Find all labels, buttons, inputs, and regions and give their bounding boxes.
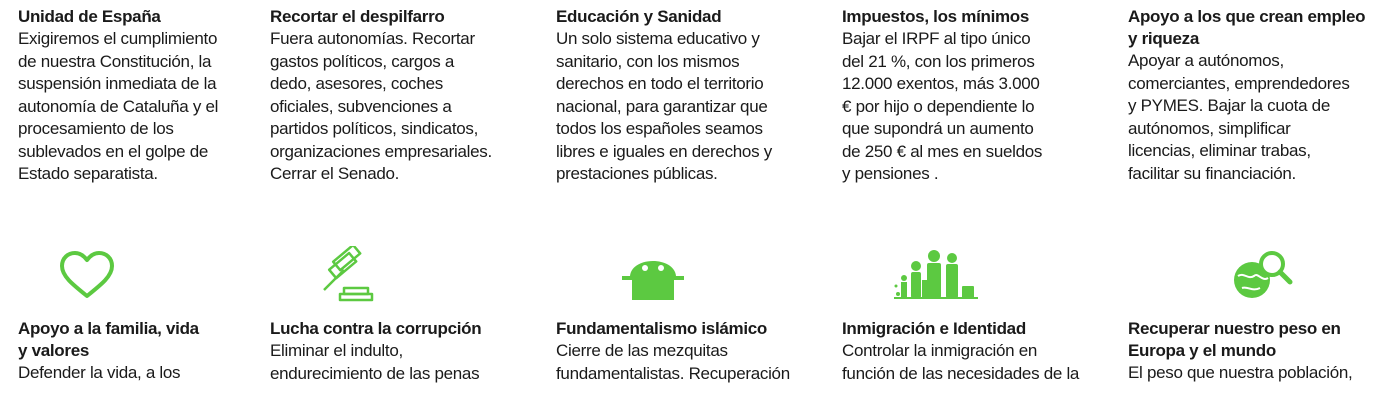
topic-fundamentalismo bbox=[556, 318, 816, 385]
topic-body: Apoyar a autónomos, comerciantes, emprendedores y PYMES. Bajar la cuota de autónomos, simplificar licencias, eliminar trabas, facilitar su financiación. bbox=[1128, 51, 1350, 183]
topic-title: Apoyo a la familia, vida y valores bbox=[18, 319, 199, 360]
topic-inmigracion bbox=[842, 318, 1102, 385]
topic-unidad-de-espana bbox=[18, 6, 278, 186]
icon-row bbox=[556, 246, 816, 304]
topic-corrupcion bbox=[270, 318, 530, 385]
topic-body: Exigiremos el cumplimiento de nuestra Constitución, la suspensión inmediata de la autonomía de Cataluña y el procesamiento de los sublevados en el golpe de Estado separatista. bbox=[18, 29, 219, 183]
icon-row bbox=[842, 246, 1102, 304]
icon-row bbox=[270, 246, 530, 304]
topic-body: Fuera autonomías. Recortar gastos políticos, cargos a dedo, asesores, coches oficiales, subvenciones a partidos políticos, sindicatos, organizaciones empresariales. Cerrar el Senado. bbox=[270, 29, 492, 183]
icon-row bbox=[18, 246, 278, 304]
topic-europa-mundo bbox=[1128, 318, 1388, 385]
topic-title: Inmigración e Identidad bbox=[842, 319, 1026, 338]
topic-body: Eliminar el indulto, endurecimiento de las penas bbox=[270, 341, 480, 383]
mosque-dome-icon bbox=[618, 246, 688, 304]
topic-title: Fundamentalismo islámico bbox=[556, 319, 768, 338]
topic-body: Controlar la inmigración en función de las necesidades de la bbox=[842, 341, 1080, 383]
topic-title: Lucha contra la corrupción bbox=[270, 319, 482, 338]
topic-recortar-despilfarro bbox=[270, 6, 530, 186]
topic-familia bbox=[18, 318, 278, 385]
heart-icon bbox=[52, 246, 122, 304]
gavel-icon bbox=[314, 246, 384, 304]
topic-empleo-riqueza bbox=[1128, 6, 1388, 185]
topic-body: El peso que nuestra población, bbox=[1128, 363, 1353, 382]
topic-title: Unidad de España bbox=[18, 7, 161, 26]
topic-educacion-sanidad bbox=[556, 6, 816, 186]
topic-title: Apoyo a los que crean empleo y riqueza bbox=[1128, 7, 1366, 48]
topic-body: Bajar el IRPF al tipo único del 21 %, con los primeros 12.000 exentos, más 3.000 € por hijo o dependiente lo que supondrá un aumento de 250 € al mes en sueldos y pensiones . bbox=[842, 29, 1043, 183]
topic-body: Un solo sistema educativo y sanitario, con los mismos derechos en todo el territorio nacional, para garantizar que todos los españoles seamos libres e iguales en derechos y prestaciones públicas. bbox=[556, 29, 772, 183]
topic-title: Recuperar nuestro peso en Europa y el mundo bbox=[1128, 319, 1341, 360]
topic-title: Impuestos, los mínimos bbox=[842, 7, 1030, 26]
topic-impuestos bbox=[842, 6, 1102, 186]
globe-search-icon bbox=[1228, 246, 1298, 304]
icon-row bbox=[1128, 246, 1388, 304]
topic-body: Defender la vida, a los bbox=[18, 363, 181, 382]
topic-title: Recortar el despilfarro bbox=[270, 7, 445, 26]
family-travel-icon bbox=[892, 246, 982, 304]
topic-title: Educación y Sanidad bbox=[556, 7, 722, 26]
topic-body: Cierre de las mezquitas fundamentalistas. Recuperación bbox=[556, 341, 790, 383]
